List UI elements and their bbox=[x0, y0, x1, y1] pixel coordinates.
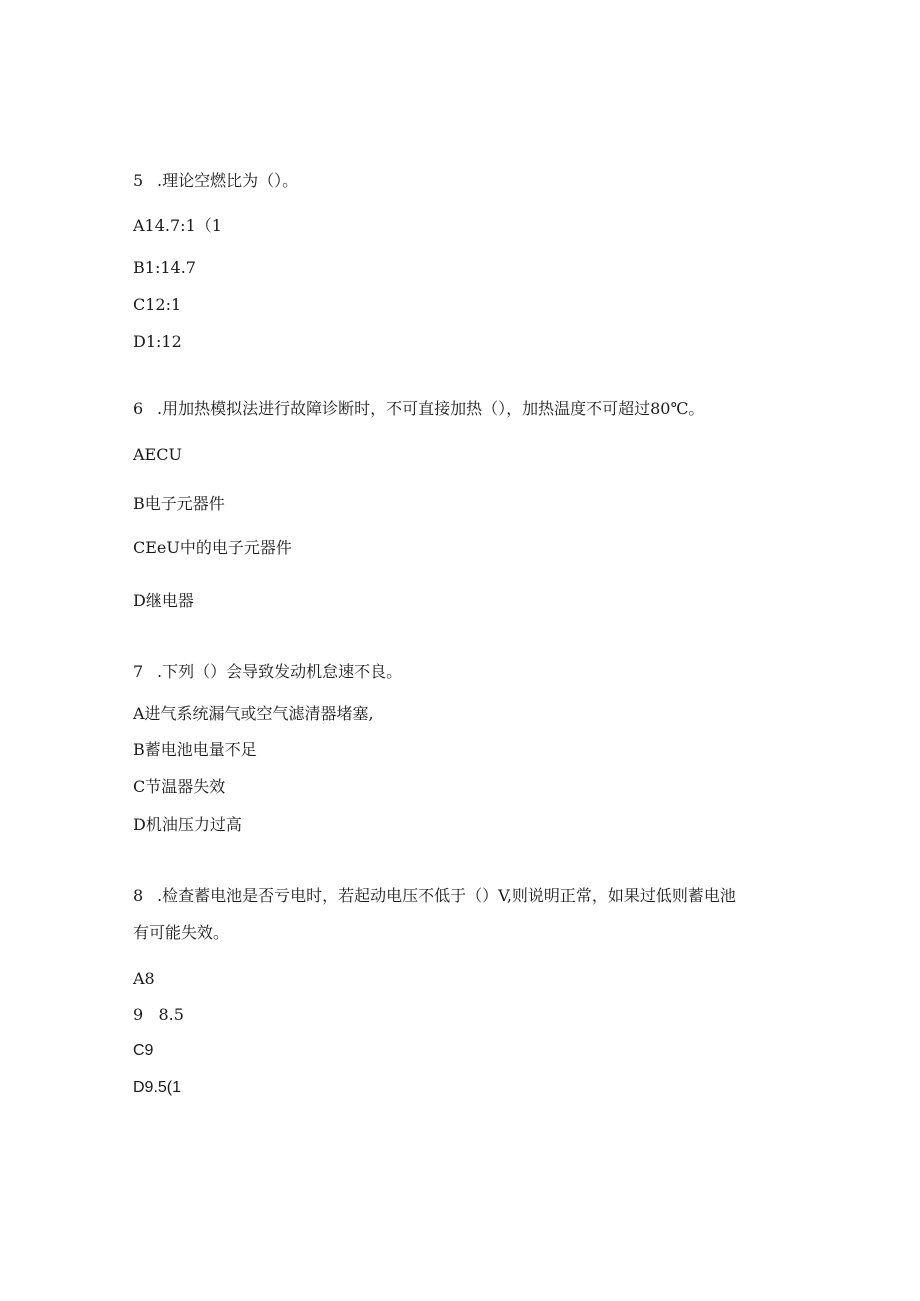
question-number: 7 bbox=[133, 662, 144, 681]
question-8-option-c: C9 bbox=[133, 1042, 154, 1059]
question-5-option-a: A14.7:1（1 bbox=[133, 216, 222, 235]
question-8-option-b: 9 8.5 bbox=[133, 1005, 184, 1024]
question-6-option-b: B电子元器件 bbox=[133, 494, 225, 513]
question-5-option-c: C12:1 bbox=[133, 295, 182, 314]
question-6-option-a: AECU bbox=[133, 445, 182, 464]
question-text: .下列（）会导致发动机怠速不良。 bbox=[157, 662, 403, 681]
question-6-stem bbox=[133, 399, 704, 419]
question-7-option-a: A进气系统漏气或空气滤清器堵塞, bbox=[133, 704, 374, 723]
question-8-stem-continued: 有可能失效。 bbox=[133, 923, 230, 942]
question-number: 5 bbox=[133, 171, 144, 190]
question-6-option-d: D继电器 bbox=[133, 591, 194, 610]
question-text: .检查蓄电池是否亏电时，若起动电压不低于（）V,则说明正常，如果过低则蓄电池 bbox=[157, 886, 736, 905]
question-8-option-a: A8 bbox=[133, 969, 155, 988]
question-5-stem bbox=[133, 171, 298, 191]
question-7-option-c: C节温器失效 bbox=[133, 777, 226, 796]
question-5-option-b: B1:14.7 bbox=[133, 258, 196, 277]
question-text: .理论空燃比为（）。 bbox=[157, 171, 299, 190]
question-8-option-d: D9.5(1 bbox=[133, 1079, 182, 1096]
question-5-option-d: D1:12 bbox=[133, 332, 182, 351]
question-7-stem bbox=[133, 662, 402, 682]
question-8-stem bbox=[133, 886, 736, 906]
question-7-option-b: B蓄电池电量不足 bbox=[133, 740, 257, 759]
question-number: 6 bbox=[133, 399, 144, 418]
question-6-option-c: CEeU中的电子元器件 bbox=[133, 538, 292, 557]
question-number: 8 bbox=[133, 886, 144, 905]
question-text: .用加热模拟法进行故障诊断时，不可直接加热（），加热温度不可超过80℃。 bbox=[157, 399, 705, 418]
question-7-option-d: D机油压力过高 bbox=[133, 815, 242, 834]
